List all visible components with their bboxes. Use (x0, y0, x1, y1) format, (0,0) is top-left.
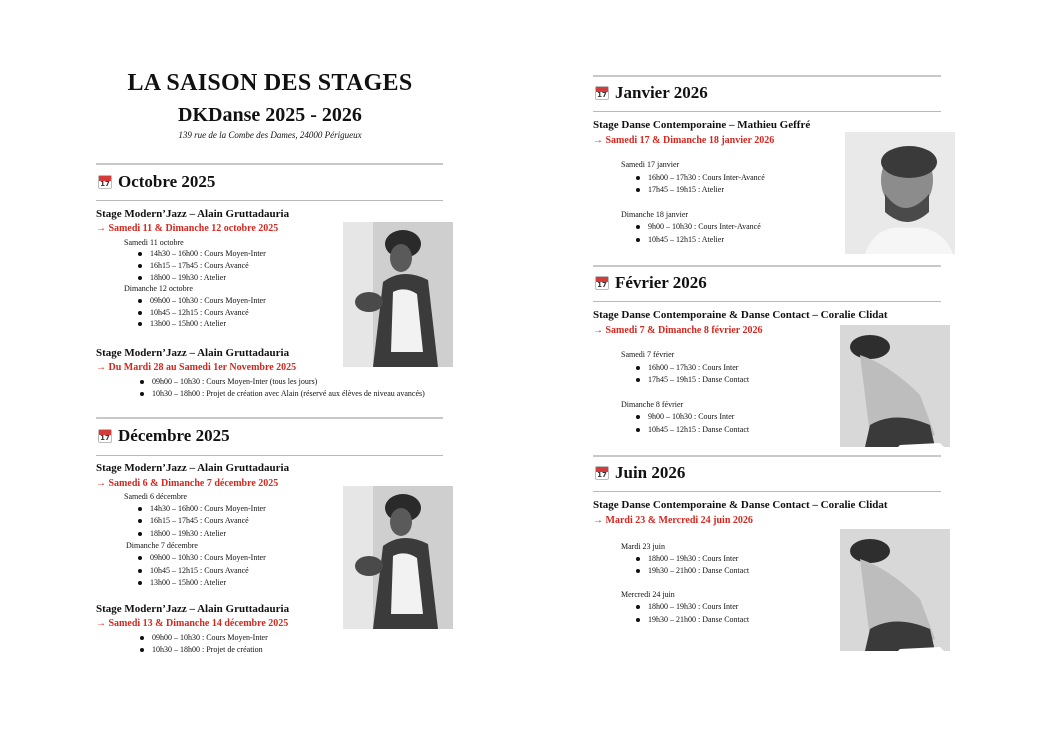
list-item: 17h45 – 19h15 : Danse Contact (634, 375, 749, 384)
day-label: Samedi 7 février (621, 350, 675, 359)
list-item: 09h00 – 10h30 : Cours Moyen-Inter (136, 296, 266, 305)
dancer-photo-alain (343, 222, 453, 367)
list-item: 10h45 – 12h15 : Cours Avancé (136, 308, 249, 317)
stage-title: Stage Danse Contemporaine & Danse Contact – Coralie Clidat (593, 499, 888, 511)
calendar-icon: 17 (98, 429, 112, 443)
stage-title: Stage Modern’Jazz – Alain Gruttadauria (96, 208, 290, 220)
stage-title: Stage Danse Contemporaine – Mathieu Geffré (593, 119, 811, 131)
day-label: Mercredi 24 juin (621, 590, 675, 599)
divider (593, 455, 941, 457)
stage-dates: → Samedi 11 & Dimanche 12 octobre 2025 (96, 223, 279, 234)
divider (96, 417, 443, 419)
dancer-photo-coralie (840, 325, 950, 447)
list-item: 16h15 – 17h45 : Cours Avancé (136, 516, 249, 525)
list-item: 14h30 – 16h00 : Cours Moyen-Inter (136, 504, 266, 513)
list-item: 9h00 – 10h30 : Cours Inter-Avancé (634, 222, 761, 231)
list-item: 18h00 – 19h30 : Atelier (136, 273, 226, 282)
calendar-icon: 17 (595, 86, 609, 100)
list-item: 18h00 – 19h30 : Cours Inter (634, 602, 738, 611)
list-item: 10h45 – 12h15 : Cours Avancé (136, 566, 249, 575)
month-heading-june: 17 Juin 2026 (595, 463, 685, 483)
day-label: Samedi 6 décembre (124, 492, 188, 501)
divider (593, 75, 941, 77)
list-item: 10h30 – 18h00 : Projet de création avec Alain (réservé aux élèves de niveau avancés) (138, 389, 425, 398)
stage-title: Stage Modern’Jazz – Alain Gruttadauria (96, 603, 290, 615)
list-item: 18h00 – 19h30 : Cours Inter (634, 554, 738, 563)
list-item: 16h00 – 17h30 : Cours Inter-Avancé (634, 173, 765, 182)
list-item: 19h30 – 21h00 : Danse Contact (634, 566, 749, 575)
list-item: 13h00 – 15h00 : Atelier (136, 578, 226, 587)
list-item: 9h00 – 10h30 : Cours Inter (634, 412, 734, 421)
day-label: Dimanche 8 février (621, 400, 684, 409)
stage-title: Stage Modern’Jazz – Alain Gruttadauria (96, 462, 290, 474)
dancer-photo-alain (343, 486, 453, 629)
stage-dates: → Samedi 7 & Dimanche 8 février 2026 (593, 325, 763, 336)
list-item: 09h00 – 10h30 : Cours Moyen-Inter (138, 633, 268, 642)
list-item: 19h30 – 21h00 : Danse Contact (634, 615, 749, 624)
stage-dates: → Du Mardi 28 au Samedi 1er Novembre 2025 (96, 362, 297, 373)
month-heading-december: 17 Décembre 2025 (98, 426, 230, 446)
day-label: Dimanche 12 octobre (124, 284, 193, 293)
list-item: 16h15 – 17h45 : Cours Avancé (136, 261, 249, 270)
divider (593, 111, 941, 112)
divider (593, 491, 941, 492)
stage-dates: → Samedi 17 & Dimanche 18 janvier 2026 (593, 135, 775, 146)
month-heading-february: 17 Février 2026 (595, 273, 707, 293)
calendar-icon: 17 (98, 175, 112, 189)
divider (96, 200, 443, 201)
list-item: 10h45 – 12h15 : Atelier (634, 235, 724, 244)
list-item: 13h00 – 15h00 : Atelier (136, 319, 226, 328)
day-label: Samedi 17 janvier (621, 160, 680, 169)
list-item: 10h30 – 18h00 : Projet de création (138, 645, 263, 654)
day-label: Dimanche 18 janvier (621, 210, 689, 219)
list-item: 16h00 – 17h30 : Cours Inter (634, 363, 738, 372)
divider (593, 301, 941, 302)
page-subtitle: DKDanse 2025 - 2026 (178, 104, 362, 126)
page-title: LA SAISON DES STAGES (127, 70, 413, 96)
dancer-photo-coralie (840, 529, 950, 651)
calendar-icon: 17 (595, 466, 609, 480)
address: 139 rue de la Combe des Dames, 24000 Périgueux (178, 130, 362, 140)
stage-dates: → Samedi 6 & Dimanche 7 décembre 2025 (96, 478, 279, 489)
list-item: 17h45 – 19h15 : Atelier (634, 185, 724, 194)
day-label: Dimanche 7 décembre (126, 541, 198, 550)
month-heading-october: 17 Octobre 2025 (98, 172, 215, 192)
divider (96, 455, 443, 456)
dancer-photo-mathieu (845, 132, 955, 254)
divider (96, 163, 443, 165)
stage-dates: → Mardi 23 & Mercredi 24 juin 2026 (593, 515, 753, 526)
month-heading-january: 17 Janvier 2026 (595, 83, 708, 103)
day-label: Mardi 23 juin (621, 542, 665, 551)
list-item: 18h00 – 19h30 : Atelier (136, 529, 226, 538)
stage-dates: → Samedi 13 & Dimanche 14 décembre 2025 (96, 618, 289, 629)
list-item: 14h30 – 16h00 : Cours Moyen-Inter (136, 249, 266, 258)
day-label: Samedi 11 octobre (124, 238, 184, 247)
list-item: 09h00 – 10h30 : Cours Moyen-Inter (136, 553, 266, 562)
list-item: 10h45 – 12h15 : Danse Contact (634, 425, 749, 434)
stage-title: Stage Danse Contemporaine & Danse Contact – Coralie Clidat (593, 309, 888, 321)
calendar-icon: 17 (595, 276, 609, 290)
divider (593, 265, 941, 267)
stage-title: Stage Modern’Jazz – Alain Gruttadauria (96, 347, 290, 359)
list-item: 09h00 – 10h30 : Cours Moyen-Inter (tous les jours) (138, 377, 317, 386)
